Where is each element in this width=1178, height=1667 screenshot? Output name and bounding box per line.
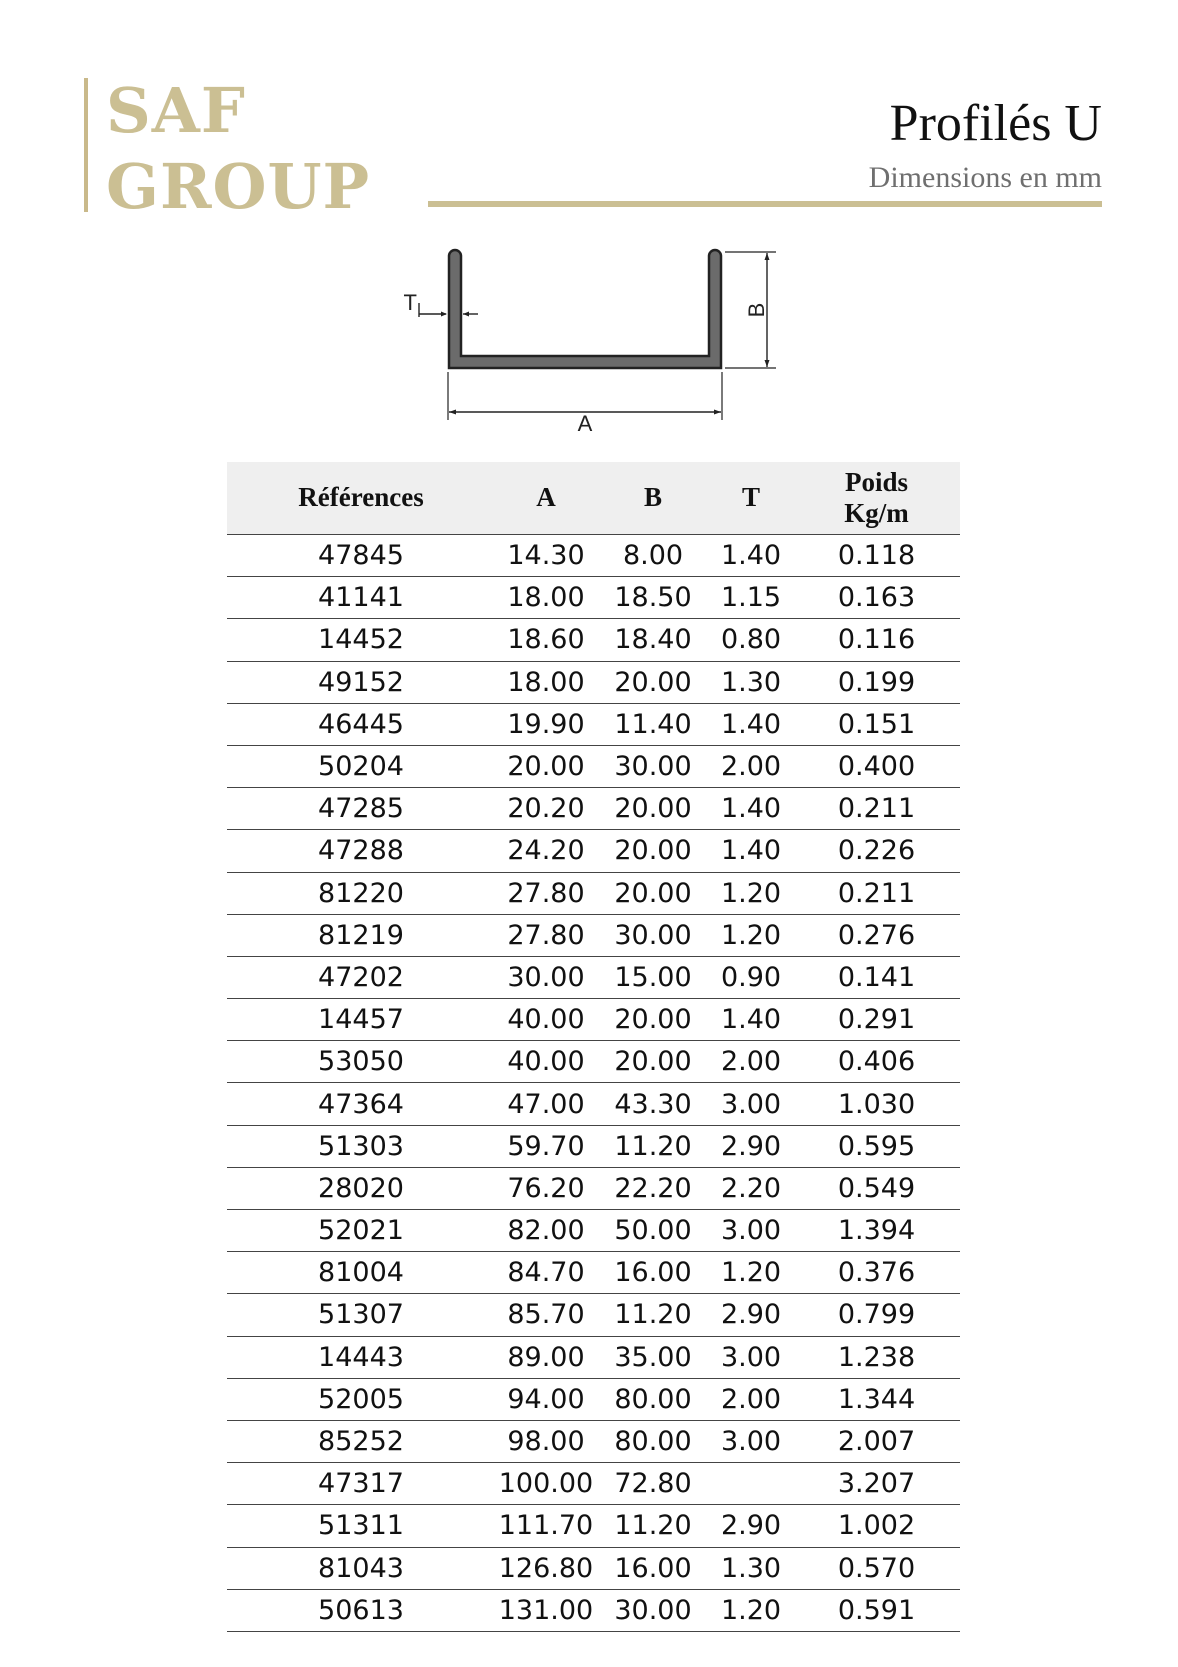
table-row: [227, 914, 960, 956]
a-arrow-left: [449, 410, 456, 415]
cell-reference: 47364: [227, 1083, 495, 1125]
cell-b: 20.00: [597, 872, 709, 914]
cell-a: 24.20: [495, 830, 597, 872]
b-arrow-bottom: [765, 360, 770, 367]
cell-t: 2.00: [709, 1041, 793, 1083]
cell-a: 76.20: [495, 1167, 597, 1209]
t-arrow-left: [441, 312, 447, 317]
cell-a: 100.00: [495, 1463, 597, 1505]
cell-b: 22.20: [597, 1167, 709, 1209]
cell-weight: 0.151: [793, 703, 960, 745]
cell-b: 16.00: [597, 1252, 709, 1294]
cell-reference: 41141: [227, 577, 495, 619]
cell-t: 1.40: [709, 535, 793, 577]
cell-b: 16.00: [597, 1547, 709, 1589]
cell-b: 43.30: [597, 1083, 709, 1125]
table-row: [227, 1252, 960, 1294]
cell-t: 1.40: [709, 830, 793, 872]
cell-a: 20.00: [495, 745, 597, 787]
col-header-t: T: [709, 462, 793, 535]
logo-text-line2: GROUP: [106, 150, 371, 223]
cell-weight: 0.799: [793, 1294, 960, 1336]
cell-t: 1.40: [709, 703, 793, 745]
cell-reference: 51303: [227, 1125, 495, 1167]
cell-weight: 0.116: [793, 619, 960, 661]
cell-reference: 51307: [227, 1294, 495, 1336]
cell-weight: 0.163: [793, 577, 960, 619]
table-row: [227, 1547, 960, 1589]
cell-t: 0.80: [709, 619, 793, 661]
cell-weight: 1.002: [793, 1505, 960, 1547]
cell-b: 20.00: [597, 1041, 709, 1083]
cell-a: 14.30: [495, 535, 597, 577]
cell-weight: 0.570: [793, 1547, 960, 1589]
u-profile-shape: [449, 250, 721, 368]
cell-weight: 0.141: [793, 956, 960, 998]
cell-weight: 0.400: [793, 745, 960, 787]
cell-b: 80.00: [597, 1420, 709, 1462]
col-header-weight-line1: Poids: [844, 466, 909, 497]
cell-b: 18.40: [597, 619, 709, 661]
cell-a: 40.00: [495, 999, 597, 1041]
cell-t: 1.20: [709, 914, 793, 956]
table-row: [227, 956, 960, 998]
cell-a: 18.00: [495, 661, 597, 703]
col-header-b: B: [597, 462, 709, 535]
cell-reference: 85252: [227, 1420, 495, 1462]
table-row: [227, 577, 960, 619]
cell-a: 85.70: [495, 1294, 597, 1336]
cell-reference: 51311: [227, 1505, 495, 1547]
cell-a: 18.60: [495, 619, 597, 661]
cell-t: 1.40: [709, 788, 793, 830]
cell-t: 2.20: [709, 1167, 793, 1209]
cell-b: 11.20: [597, 1505, 709, 1547]
table-row: [227, 535, 960, 577]
cell-t: 1.30: [709, 661, 793, 703]
table-row: [227, 788, 960, 830]
cell-b: 80.00: [597, 1378, 709, 1420]
cell-weight: 0.226: [793, 830, 960, 872]
table-row: [227, 999, 960, 1041]
cell-t: [709, 1463, 793, 1505]
cell-t: 3.00: [709, 1336, 793, 1378]
cell-reference: 14457: [227, 999, 495, 1041]
cell-b: 18.50: [597, 577, 709, 619]
cell-reference: 46445: [227, 703, 495, 745]
cell-a: 98.00: [495, 1420, 597, 1462]
cell-reference: 50613: [227, 1589, 495, 1631]
table-row: [227, 1083, 960, 1125]
cell-t: 2.00: [709, 745, 793, 787]
cell-weight: 0.276: [793, 914, 960, 956]
cell-weight: 1.344: [793, 1378, 960, 1420]
cell-b: 30.00: [597, 1589, 709, 1631]
cell-b: 20.00: [597, 661, 709, 703]
cell-a: 47.00: [495, 1083, 597, 1125]
table-row: [227, 1589, 960, 1631]
cell-weight: 0.376: [793, 1252, 960, 1294]
page-title: Profilés U: [889, 95, 1102, 152]
cell-a: 111.70: [495, 1505, 597, 1547]
table-row: [227, 661, 960, 703]
cell-reference: 47202: [227, 956, 495, 998]
table-row: [227, 1505, 960, 1547]
cell-weight: 3.207: [793, 1463, 960, 1505]
page-subtitle: Dimensions en mm: [868, 161, 1102, 194]
table-row: [227, 619, 960, 661]
cell-weight: 0.211: [793, 788, 960, 830]
cell-t: 3.00: [709, 1210, 793, 1252]
cell-b: 8.00: [597, 535, 709, 577]
cell-b: 35.00: [597, 1336, 709, 1378]
cell-reference: 50204: [227, 745, 495, 787]
table-row: [227, 1420, 960, 1462]
cell-reference: 28020: [227, 1167, 495, 1209]
cell-b: 20.00: [597, 830, 709, 872]
logo-text-line1: SAF: [106, 74, 246, 147]
cell-b: 11.20: [597, 1125, 709, 1167]
header-divider: [428, 201, 1102, 207]
cell-reference: 47285: [227, 788, 495, 830]
cell-weight: 2.007: [793, 1420, 960, 1462]
cell-t: 3.00: [709, 1420, 793, 1462]
table-row: [227, 1167, 960, 1209]
cell-weight: 0.291: [793, 999, 960, 1041]
table-row: [227, 703, 960, 745]
col-header-weight: [793, 462, 960, 535]
cell-reference: 47317: [227, 1463, 495, 1505]
cell-a: 27.80: [495, 914, 597, 956]
cell-weight: 0.406: [793, 1041, 960, 1083]
table-row: [227, 1336, 960, 1378]
cell-b: 30.00: [597, 745, 709, 787]
t-label: T: [403, 290, 417, 315]
cell-a: 30.00: [495, 956, 597, 998]
cell-t: 1.15: [709, 577, 793, 619]
cell-reference: 81043: [227, 1547, 495, 1589]
cell-weight: 0.199: [793, 661, 960, 703]
profile-spec-table: [227, 462, 960, 1632]
cell-weight: 0.595: [793, 1125, 960, 1167]
cell-a: 19.90: [495, 703, 597, 745]
cell-t: 1.20: [709, 1252, 793, 1294]
cell-a: 59.70: [495, 1125, 597, 1167]
cell-reference: 52021: [227, 1210, 495, 1252]
cell-t: 2.00: [709, 1378, 793, 1420]
cell-t: 2.90: [709, 1125, 793, 1167]
b-label: B: [743, 302, 769, 318]
cell-a: 18.00: [495, 577, 597, 619]
col-header-weight-line2: Kg/m: [844, 498, 909, 528]
table-row: [227, 1041, 960, 1083]
cell-a: 89.00: [495, 1336, 597, 1378]
cell-reference: 81004: [227, 1252, 495, 1294]
cell-a: 126.80: [495, 1547, 597, 1589]
table-row: [227, 1125, 960, 1167]
table-row: [227, 1463, 960, 1505]
cell-weight: 1.238: [793, 1336, 960, 1378]
cell-weight: 0.211: [793, 872, 960, 914]
cell-b: 11.40: [597, 703, 709, 745]
cell-weight: 0.118: [793, 535, 960, 577]
cell-b: 20.00: [597, 999, 709, 1041]
table-row: [227, 1210, 960, 1252]
cell-a: 40.00: [495, 1041, 597, 1083]
cell-weight: 0.549: [793, 1167, 960, 1209]
cell-reference: 14443: [227, 1336, 495, 1378]
cell-reference: 47288: [227, 830, 495, 872]
cell-t: 3.00: [709, 1083, 793, 1125]
cell-b: 15.00: [597, 956, 709, 998]
cell-weight: 1.394: [793, 1210, 960, 1252]
cell-reference: 14452: [227, 619, 495, 661]
cell-weight: 1.030: [793, 1083, 960, 1125]
cell-reference: 49152: [227, 661, 495, 703]
cell-reference: 47845: [227, 535, 495, 577]
logo-accent-bar: [84, 78, 88, 212]
table-row: [227, 872, 960, 914]
cell-a: 20.20: [495, 788, 597, 830]
b-arrow-top: [765, 253, 770, 260]
table-row: [227, 1378, 960, 1420]
cell-a: 27.80: [495, 872, 597, 914]
col-header-references: Références: [227, 462, 495, 535]
cell-a: 131.00: [495, 1589, 597, 1631]
table-row: [227, 745, 960, 787]
cell-reference: 81219: [227, 914, 495, 956]
cell-t: 1.20: [709, 1589, 793, 1631]
cell-a: 82.00: [495, 1210, 597, 1252]
a-label: A: [577, 411, 593, 436]
cell-a: 94.00: [495, 1378, 597, 1420]
a-arrow-right: [714, 410, 721, 415]
cell-t: 1.40: [709, 999, 793, 1041]
cell-a: 84.70: [495, 1252, 597, 1294]
cell-reference: 53050: [227, 1041, 495, 1083]
cell-t: 2.90: [709, 1505, 793, 1547]
table-header-row: [227, 462, 960, 535]
t-arrow-right: [463, 312, 469, 317]
cell-reference: 52005: [227, 1378, 495, 1420]
cell-t: 1.20: [709, 872, 793, 914]
cell-b: 30.00: [597, 914, 709, 956]
cell-weight: 0.591: [793, 1589, 960, 1631]
u-profile-diagram: [390, 240, 810, 440]
col-header-a: A: [495, 462, 597, 535]
cell-b: 11.20: [597, 1294, 709, 1336]
cell-b: 50.00: [597, 1210, 709, 1252]
table-row: [227, 1294, 960, 1336]
cell-b: 72.80: [597, 1463, 709, 1505]
cell-t: 1.30: [709, 1547, 793, 1589]
cell-t: 2.90: [709, 1294, 793, 1336]
cell-reference: 81220: [227, 872, 495, 914]
cell-b: 20.00: [597, 788, 709, 830]
table-row: [227, 830, 960, 872]
cell-t: 0.90: [709, 956, 793, 998]
brand-logo: [84, 74, 404, 223]
